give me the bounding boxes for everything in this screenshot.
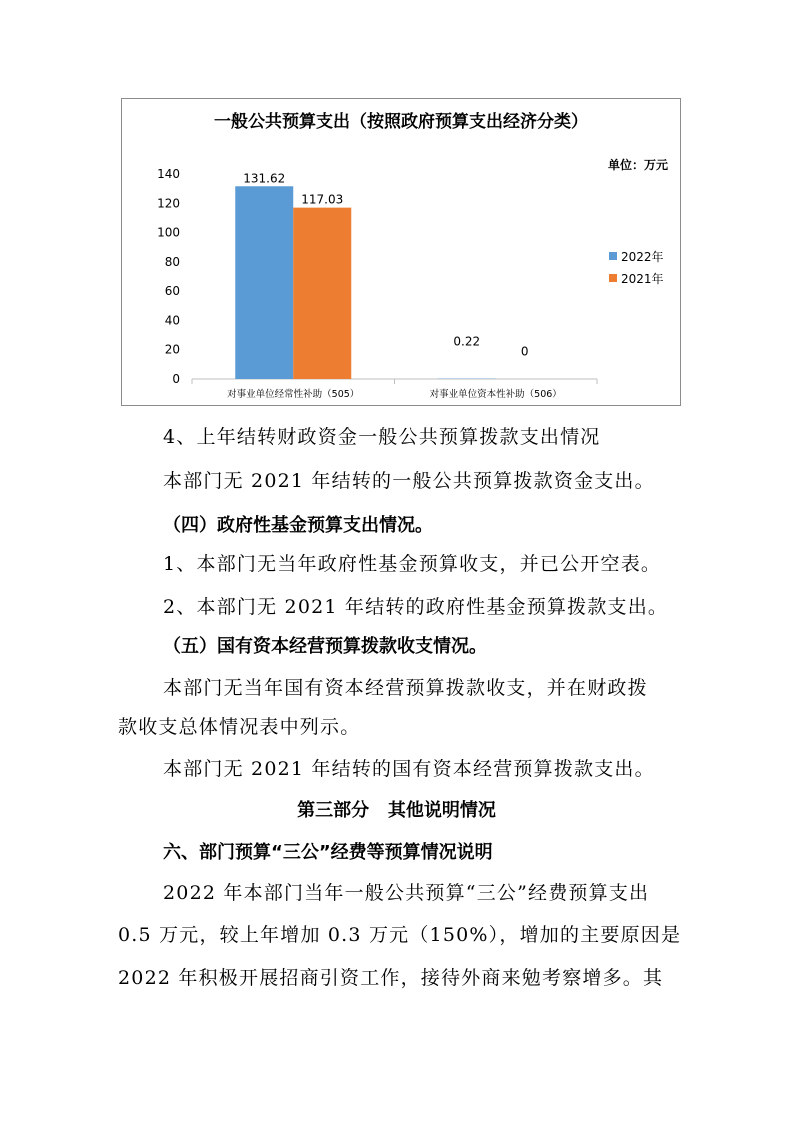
- legend-swatch-2022: [609, 252, 617, 260]
- x-category-label: 对事业单位资本性补助（506）: [429, 389, 562, 400]
- legend-item-2021: [609, 267, 664, 289]
- paragraph-carryover-heading: 4、上年结转财政资金一般公共预算拨款支出情况: [163, 426, 601, 448]
- bar-2021年-0: [293, 208, 351, 379]
- paragraph-state-capital-carryover: 本部门无 2021 年结转的国有资本经营预算拨款支出。: [163, 758, 655, 780]
- chart-canvas: [122, 99, 680, 405]
- y-tick-label: 60: [164, 284, 180, 299]
- chart-unit-label: 单位：万元: [607, 158, 668, 172]
- chart-title: 一般公共预算支出（按照政府预算支出经济分类）: [214, 112, 588, 132]
- bar-2022年-0: [235, 186, 293, 379]
- data-label: 117.03: [301, 192, 344, 207]
- paragraph-state-capital-line1: 本部门无当年国有资本经营预算拨款收支，并在财政拨: [163, 677, 648, 699]
- y-tick-label: 100: [157, 225, 180, 240]
- paragraph-gov-fund-1: 1、本部门无当年政府性基金预算收支，并已公开空表。: [163, 553, 662, 575]
- chart-legend: [609, 245, 664, 289]
- paragraph-state-capital-line2: 款收支总体情况表中列示。: [118, 716, 361, 738]
- y-tick-label: 0: [172, 372, 180, 386]
- y-tick-label: 80: [164, 254, 180, 269]
- section-heading-state-capital: （五）国有资本经营预算拨款收支情况。: [163, 636, 487, 657]
- legend-label-2022: 2022年: [621, 249, 664, 264]
- chart-container: [121, 98, 681, 406]
- y-tick-label: 120: [157, 196, 180, 211]
- paragraph-carryover-text: 本部门无 2021 年结转的一般公共预算拨款资金支出。: [163, 470, 655, 492]
- legend-item-2022: [609, 245, 664, 267]
- paragraph-three-public-line3: 2022 年积极开展招商引资工作，接待外商来勉考察增多。其: [118, 967, 664, 989]
- data-label: 131.62: [243, 171, 286, 186]
- paragraph-three-public-line2: 0.5 万元，较上年增加 0.3 万元（150%），增加的主要原因是: [118, 924, 682, 946]
- x-category-label: 对事业单位经常性补助（505）: [227, 389, 360, 400]
- paragraph-three-public-line1: 2022 年本部门当年一般公共预算“三公”经费预算支出: [163, 882, 650, 904]
- y-tick-label: 140: [157, 167, 180, 181]
- section-heading-gov-fund: （四）政府性基金预算支出情况。: [163, 515, 433, 536]
- data-label: 0: [520, 344, 529, 359]
- data-label: 0.22: [453, 334, 481, 349]
- legend-swatch-2021: [609, 274, 617, 282]
- legend-label-2021: 2021年: [621, 271, 664, 286]
- y-tick-label: 20: [164, 342, 180, 357]
- paragraph-gov-fund-2: 2、本部门无 2021 年结转的政府性基金预算拨款支出。: [163, 596, 669, 618]
- section-heading-three-public: 六、部门预算“三公”经费等预算情况说明: [163, 842, 493, 863]
- part-heading: 第三部分 其他说明情况: [297, 800, 496, 821]
- y-tick-label: 40: [164, 313, 180, 328]
